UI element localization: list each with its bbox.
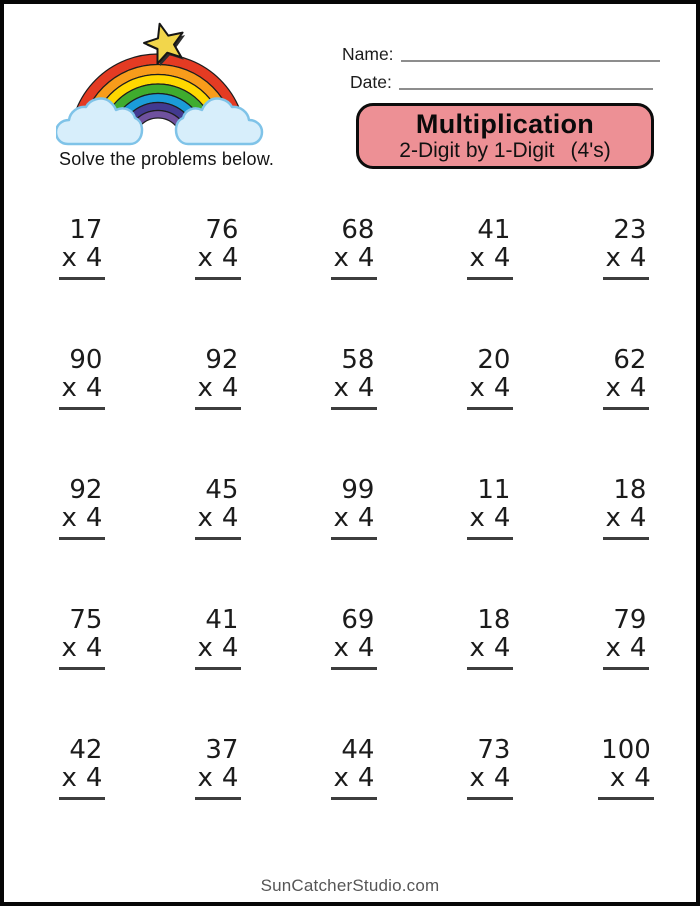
multiplier: 4 — [493, 372, 511, 403]
multiplier-row — [197, 632, 239, 663]
operator: x — [333, 762, 349, 793]
name-label: Name: — [342, 44, 394, 64]
multiplicand: 37 — [205, 735, 239, 765]
multiplicand: 76 — [205, 215, 239, 245]
operator: x — [333, 372, 349, 403]
multiplicand: 18 — [613, 475, 647, 505]
multiplication-problem — [59, 477, 106, 540]
multiplier-row — [469, 762, 511, 793]
operator: x — [197, 242, 213, 273]
operator: x — [61, 372, 77, 403]
multiplier-row — [197, 242, 239, 273]
multiplier: 4 — [629, 242, 647, 273]
multiplier: 4 — [634, 762, 651, 793]
multiplier-row — [333, 372, 375, 403]
problems-grid — [14, 209, 694, 859]
multiplier: 4 — [85, 502, 103, 533]
multiplier: 4 — [85, 632, 103, 663]
multiplier-row — [601, 762, 651, 793]
multiplier-row — [61, 242, 103, 273]
multiplication-problem — [195, 607, 242, 670]
multiplier-row — [61, 372, 103, 403]
multiplier: 4 — [629, 502, 647, 533]
multiplicand: 44 — [341, 735, 375, 765]
operator: x — [605, 632, 621, 663]
operator: x — [605, 242, 621, 273]
multiplier: 4 — [629, 632, 647, 663]
operator: x — [61, 242, 77, 273]
multiplier-row — [333, 242, 375, 273]
multiplier-row — [61, 502, 103, 533]
operator: x — [469, 762, 485, 793]
multiplier-row — [469, 502, 511, 533]
multiplication-problem — [331, 607, 378, 670]
operator: x — [61, 762, 77, 793]
multiplier: 4 — [493, 242, 511, 273]
multiplicand: 11 — [477, 475, 511, 505]
multiplier: 4 — [221, 632, 239, 663]
multiplier: 4 — [357, 762, 375, 793]
operator: x — [61, 632, 77, 663]
multiplication-problem — [467, 347, 514, 410]
worksheet-title: Multiplication — [415, 109, 595, 139]
multiplier: 4 — [357, 372, 375, 403]
operator: x — [469, 632, 485, 663]
operator: x — [469, 372, 485, 403]
operator: x — [333, 632, 349, 663]
multiplier: 4 — [629, 372, 647, 403]
operator: x — [197, 632, 213, 663]
multiplication-problem — [331, 737, 378, 800]
multiplier: 4 — [221, 242, 239, 273]
multiplication-problem — [603, 347, 650, 410]
multiplication-problem — [195, 477, 242, 540]
rainbow-svg — [56, 22, 266, 146]
multiplication-problem — [59, 347, 106, 410]
multiplicand: 100 — [601, 735, 651, 765]
multiplier-row — [197, 372, 239, 403]
multiplicand: 42 — [69, 735, 103, 765]
multiplier: 4 — [85, 242, 103, 273]
multiplier-row — [469, 632, 511, 663]
worksheet-subtitle — [359, 139, 651, 162]
multiplier: 4 — [221, 502, 239, 533]
multiplicand: 20 — [477, 345, 511, 375]
multiplier: 4 — [221, 372, 239, 403]
multiplier-row — [469, 372, 511, 403]
multiplication-problem — [598, 737, 654, 800]
multiplicand: 41 — [205, 605, 239, 635]
multiplier-row — [605, 372, 647, 403]
multiplicand: 41 — [477, 215, 511, 245]
name-field-row — [342, 44, 660, 65]
operator: x — [333, 502, 349, 533]
multiplicand: 92 — [205, 345, 239, 375]
multiplicand: 18 — [477, 605, 511, 635]
multiplicand: 75 — [69, 605, 103, 635]
multiplier-row — [605, 632, 647, 663]
operator: x — [605, 372, 621, 403]
multiplication-problem — [467, 607, 514, 670]
multiplier-row — [605, 502, 647, 533]
multiplier-row — [469, 242, 511, 273]
multiplication-problem — [331, 217, 378, 280]
multiplier: 4 — [85, 372, 103, 403]
multiplier-row — [333, 502, 375, 533]
multiplicand: 58 — [341, 345, 375, 375]
operator: x — [197, 502, 213, 533]
operator: x — [197, 762, 213, 793]
multiplicand: 92 — [69, 475, 103, 505]
date-label: Date: — [350, 72, 392, 92]
multiplier: 4 — [357, 502, 375, 533]
multiplicand: 99 — [341, 475, 375, 505]
multiplication-problem — [603, 477, 650, 540]
multiplier: 4 — [493, 762, 511, 793]
multiplicand: 23 — [613, 215, 647, 245]
instruction-text: Solve the problems below. — [59, 149, 275, 169]
multiplication-problem — [59, 607, 106, 670]
multiplication-problem — [603, 217, 650, 280]
operator: x — [197, 372, 213, 403]
multiplication-problem — [603, 607, 650, 670]
multiplicand: 68 — [341, 215, 375, 245]
multiplication-problem — [195, 217, 242, 280]
multiplier: 4 — [357, 242, 375, 273]
multiplication-problem — [331, 477, 378, 540]
operator: x — [61, 502, 77, 533]
operator: x — [469, 242, 485, 273]
multiplier-row — [333, 762, 375, 793]
multiplication-problem — [195, 347, 242, 410]
multiplication-problem — [59, 737, 106, 800]
multiplier: 4 — [221, 762, 239, 793]
operator: x — [609, 762, 626, 793]
multiplication-problem — [59, 217, 106, 280]
subtitle-suffix: (4's) — [570, 139, 611, 163]
multiplier-row — [61, 762, 103, 793]
operator: x — [469, 502, 485, 533]
multiplicand: 62 — [613, 345, 647, 375]
operator: x — [605, 502, 621, 533]
multiplier-row — [61, 632, 103, 663]
multiplicand: 17 — [69, 215, 103, 245]
multiplier: 4 — [357, 632, 375, 663]
multiplier-row — [197, 762, 239, 793]
date-field-row — [350, 72, 653, 93]
multiplier-row — [197, 502, 239, 533]
multiplicand: 90 — [69, 345, 103, 375]
multiplication-problem — [467, 477, 514, 540]
multiplier: 4 — [85, 762, 103, 793]
multiplier: 4 — [493, 502, 511, 533]
multiplication-problem — [331, 347, 378, 410]
name-line — [401, 60, 660, 62]
date-line — [399, 88, 653, 90]
title-box — [356, 103, 654, 169]
footer-credit: SunCatcherStudio.com — [260, 876, 440, 895]
multiplier-row — [333, 632, 375, 663]
subtitle-text: 2-Digit by 1-Digit — [399, 139, 555, 163]
multiplicand: 45 — [205, 475, 239, 505]
multiplication-problem — [467, 217, 514, 280]
operator: x — [333, 242, 349, 273]
multiplicand: 79 — [613, 605, 647, 635]
multiplier-row — [605, 242, 647, 273]
multiplier: 4 — [493, 632, 511, 663]
rainbow-illustration — [56, 22, 266, 146]
multiplication-problem — [195, 737, 242, 800]
multiplication-problem — [467, 737, 514, 800]
multiplicand: 73 — [477, 735, 511, 765]
multiplicand: 69 — [341, 605, 375, 635]
